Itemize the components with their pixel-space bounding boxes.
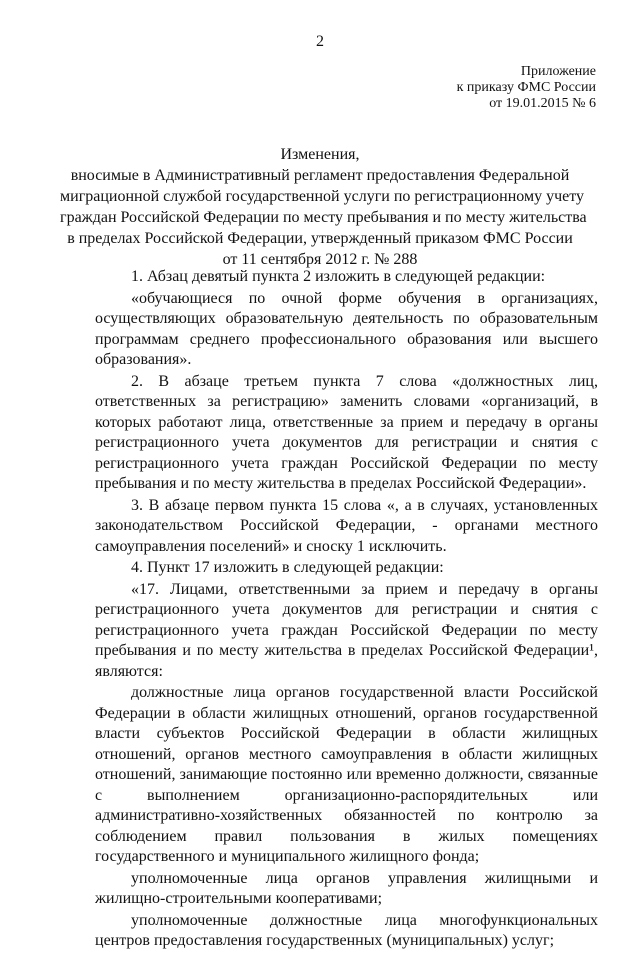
paragraph-4: 3. В абзаце первом пункта 15 слова «, а в случаях, установленных законодательством Российской Федерации, - органами местного самоуправления поселений» и сноску 1 исключить. [95, 496, 598, 555]
paragraph-7: должностные лица органов государственной власти Российской Федерации в области жилищных отношений, органов государственной власти субъектов Российской Федерации в области жилищных отношений, органов местного самоуправления в области жилищных отношений, занимающие постоянно или временно должности, связанные с выполнением организационно-распорядительных или административно-хозяйственных обязанностей по контролю за соблюдением правил пользования в жилых помещениях государственного и муниципального жилищного фонда; [95, 684, 598, 865]
paragraph-9: уполномоченные должностные лица многофункциональных центров предоставления государственных (муниципальных) услуг; [95, 911, 598, 949]
title-line-1: вносимые в Административный регламент предоставления Федеральной [70, 167, 570, 184]
paragraph-8: уполномоченные лица органов управления жилищными и жилищно-строительными кооперативами; [95, 869, 598, 907]
title-line-4: в пределах Российской Федерации, утвержденный приказом ФМС России [67, 230, 573, 247]
page-number: 2 [316, 33, 324, 50]
appendix-line-2: к приказу ФМС России [456, 80, 596, 95]
title-heading: Изменения, [280, 146, 360, 163]
appendix-line-3: от 19.01.2015 № 6 [489, 96, 596, 111]
paragraph-1: 1. Абзац девятый пункта 2 изложить в следующей редакции: [131, 268, 546, 285]
paragraph-6: «17. Лицами, ответственными за прием и передачу в органы регистрационного учета документов для регистрации и снятия с регистрационного учета граждан Российской Федерации по месту пребывания и по месту жительства в пределах Российской Федерации¹, являются: [95, 580, 598, 680]
title-line-5: от 11 сентября 2012 г. № 288 [222, 251, 418, 268]
title-line-3: граждан Российской Федерации по месту пребывания и по месту жительства [60, 209, 587, 226]
paragraph-5: 4. Пункт 17 изложить в следующей редакции: [131, 559, 444, 576]
appendix-block [457, 64, 596, 112]
appendix-line-1: Приложение [520, 64, 596, 79]
document-body [95, 267, 598, 953]
paragraph-2: «обучающиеся по очной форме обучения в организациях, осуществляющих образовательную деятельность по образовательным программам среднего профессионального образования или высшего образования». [95, 289, 598, 368]
document-title [60, 144, 587, 270]
title-line-2: миграционной службой государственной услуги по регистрационному учету [60, 188, 585, 205]
paragraph-3: 2. В абзаце третьем пункта 7 слова «должностных лиц, ответственных за регистрацию» заменить словами «организаций, в которых работают лица, ответственные за прием и передачу в органы регистрационного учета документов для регистрации и снятия с регистрационного учета граждан Российской Федерации по месту пребывания и по месту жительства в пределах Российской Федерации». [95, 372, 598, 492]
